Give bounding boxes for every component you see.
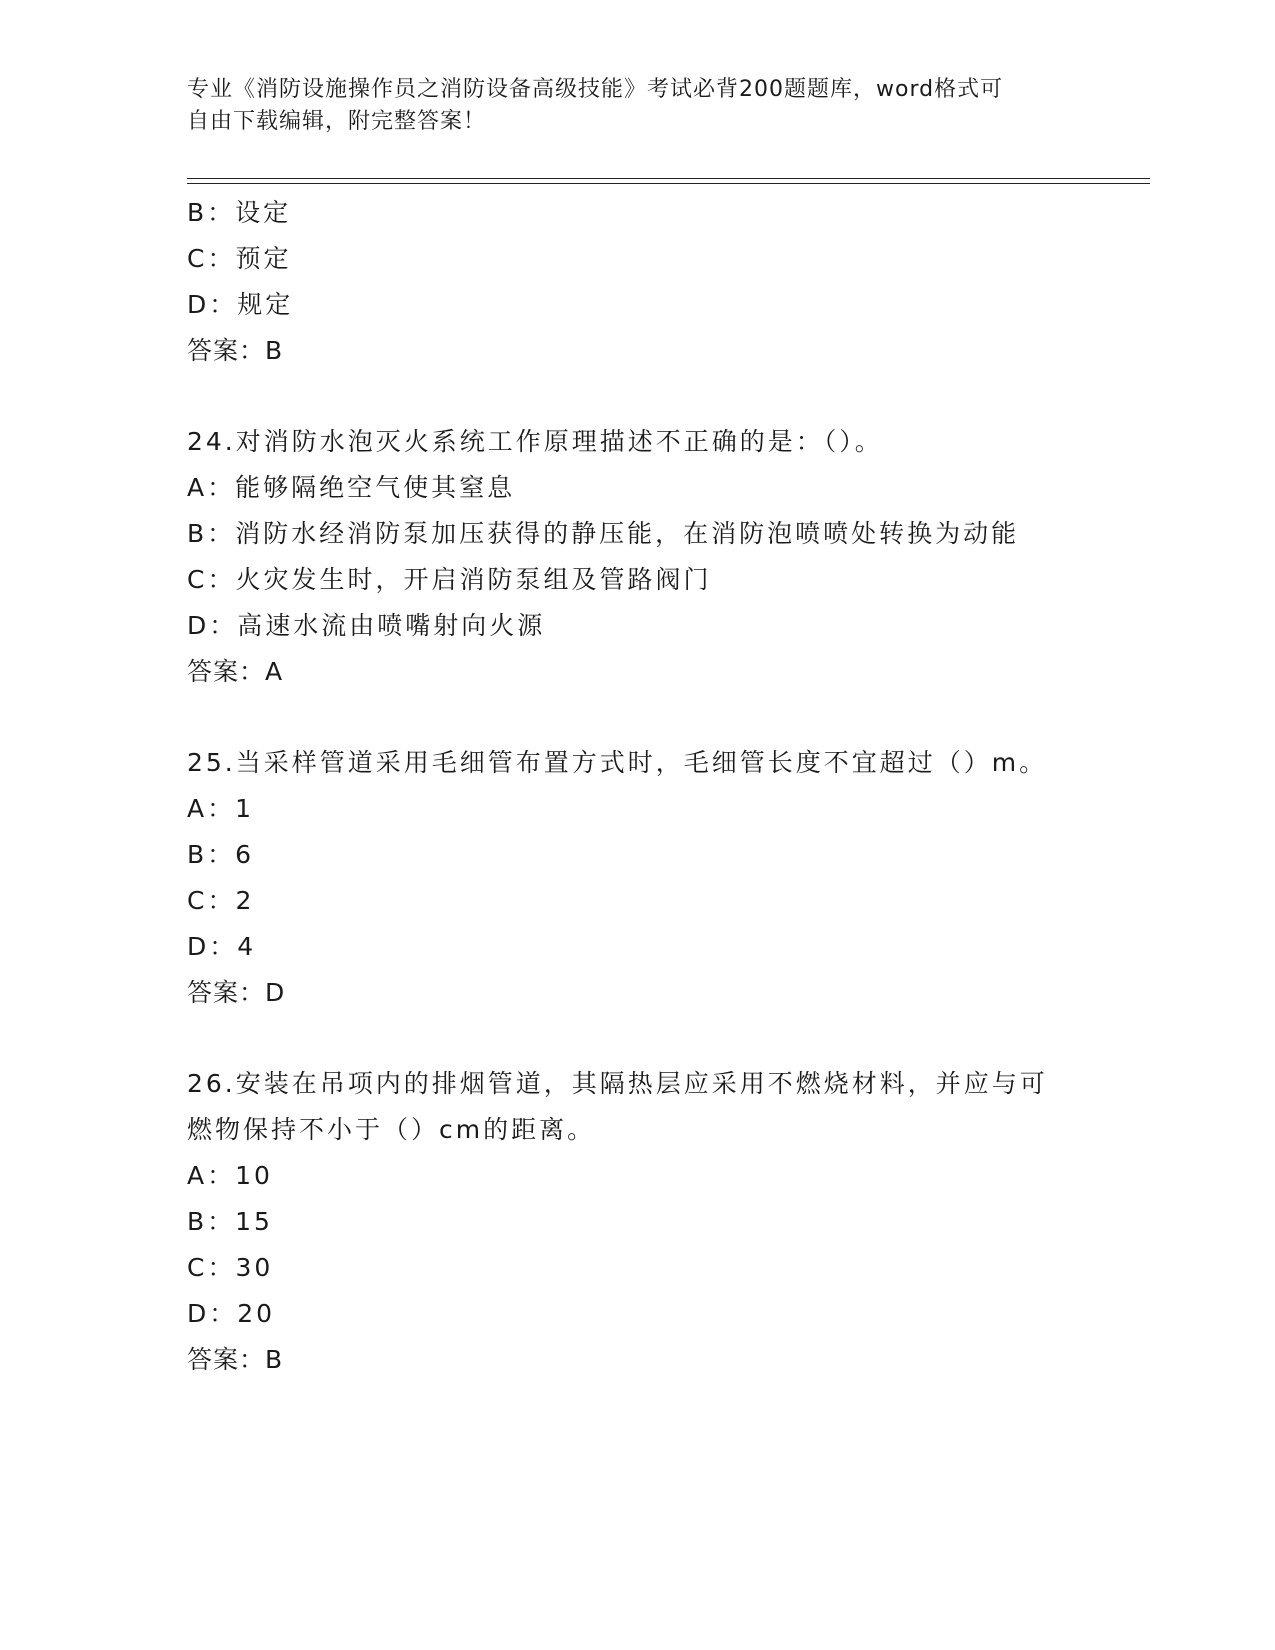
option-b: B：消防水经消防泵加压获得的静压能，在消防泡喷喷处转换为动能 xyxy=(187,519,1020,548)
answer-line: 答案：B xyxy=(187,336,284,365)
header-line-2: 自由下载编辑，附完整答案！ xyxy=(187,109,487,134)
option-d: D：4 xyxy=(187,932,257,961)
answer-line: 答案：D xyxy=(187,978,286,1007)
option-b: B：15 xyxy=(187,1207,273,1236)
header-divider-bottom xyxy=(187,183,1150,184)
question-text: 24.对消防水泡灭火系统工作原理描述不正确的是：（）。 xyxy=(187,427,883,456)
question-block-25 xyxy=(187,740,1087,1016)
option-c: C：预定 xyxy=(187,244,292,273)
option-a: A：1 xyxy=(187,794,255,823)
option-d: D：高速水流由喷嘴射向火源 xyxy=(187,611,546,640)
option-b: B：6 xyxy=(187,840,255,869)
document-header xyxy=(187,74,1067,138)
question-block-24 xyxy=(187,419,1087,695)
question-block-26 xyxy=(187,1061,1087,1383)
option-a: A：10 xyxy=(187,1161,273,1190)
option-a: A：能够隔绝空气使其窒息 xyxy=(187,473,516,502)
answer-line: 答案：A xyxy=(187,657,284,686)
option-c: C：火灾发生时，开启消防泵组及管路阀门 xyxy=(187,565,712,594)
option-d: D：规定 xyxy=(187,290,294,319)
spacer xyxy=(187,695,1087,740)
question-text-line-1: 26.安装在吊项内的排烟管道，其隔热层应采用不燃烧材料，并应与可 xyxy=(187,1069,1048,1098)
option-c: C：30 xyxy=(187,1253,274,1282)
answer-line: 答案：B xyxy=(187,1345,284,1374)
header-divider-top xyxy=(187,178,1150,179)
option-b: B：设定 xyxy=(187,198,292,227)
spacer xyxy=(187,1016,1087,1061)
option-d: D：20 xyxy=(187,1299,276,1328)
question-list xyxy=(187,190,1087,1383)
question-text: 25.当采样管道采用毛细管布置方式时，毛细管长度不宜超过（）m。 xyxy=(187,748,1048,777)
question-text-line-2: 燃物保持不小于（）cm的距离。 xyxy=(187,1115,596,1144)
header-line-1: 专业《消防设施操作员之消防设备高级技能》考试必背200题题库，word格式可 xyxy=(187,77,1004,102)
question-block-23 xyxy=(187,190,1087,374)
spacer xyxy=(187,374,1087,419)
option-c: C：2 xyxy=(187,886,255,915)
